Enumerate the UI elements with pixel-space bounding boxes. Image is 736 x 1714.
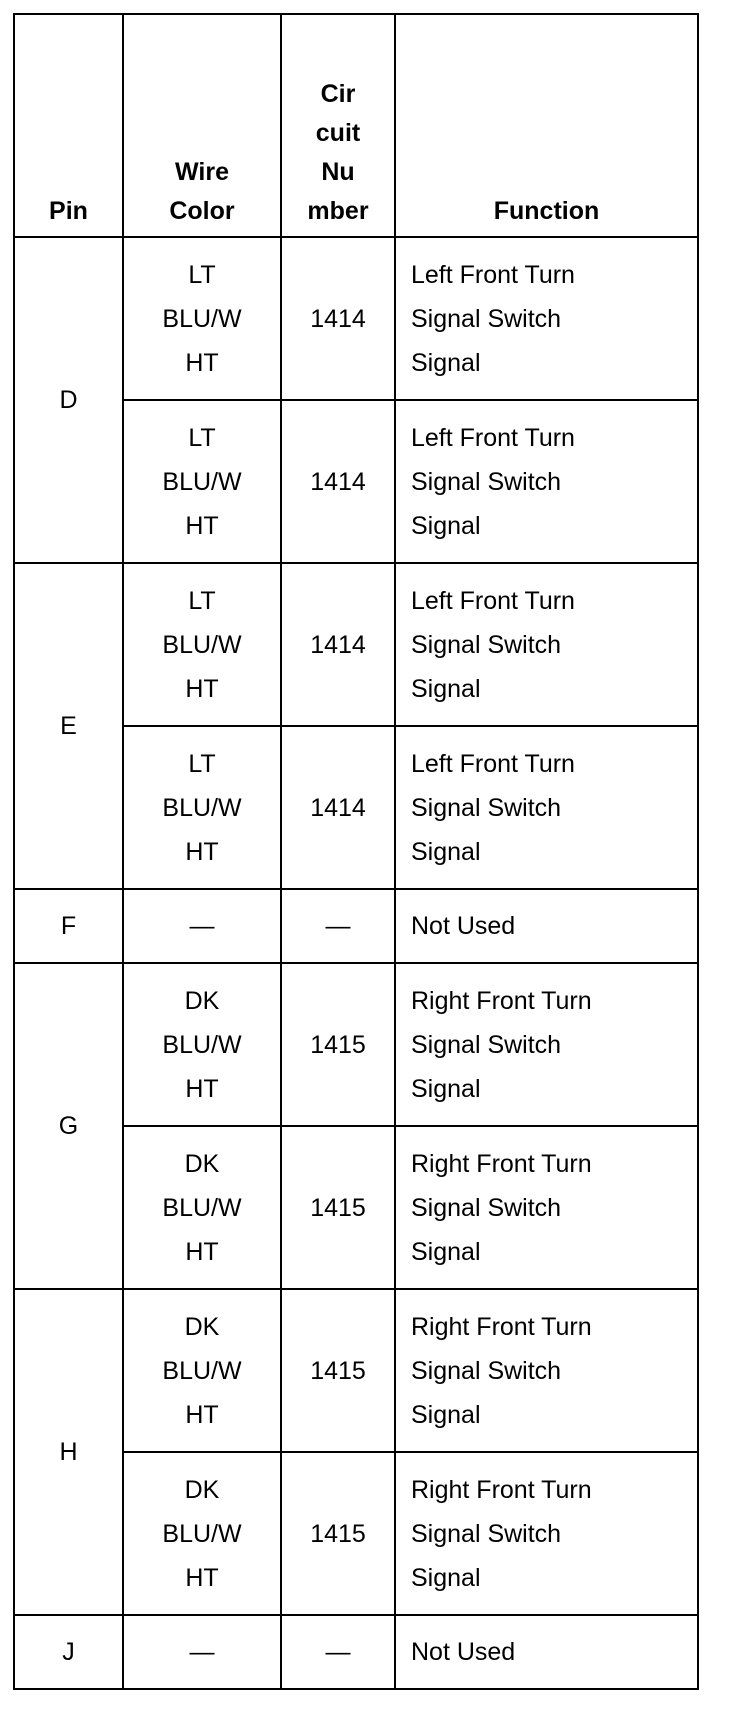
function-cell: Right Front Turn Signal Switch Signal: [395, 1452, 698, 1615]
wire-color-cell: DK BLU/W HT: [123, 1289, 281, 1452]
wire-color-cell: LT BLU/W HT: [123, 237, 281, 400]
connector-pinout-table: [13, 13, 699, 1690]
header-wire-color: Wire Color: [123, 14, 281, 237]
table-row: [14, 237, 698, 400]
header-circuit-number: Cir cuit Nu mber: [281, 14, 395, 237]
header-function: Function: [395, 14, 698, 237]
wire-color-cell: DK BLU/W HT: [123, 963, 281, 1126]
function-cell: Not Used: [395, 889, 698, 963]
function-cell: Left Front Turn Signal Switch Signal: [395, 563, 698, 726]
pin-cell: F: [14, 889, 123, 963]
function-cell: Right Front Turn Signal Switch Signal: [395, 963, 698, 1126]
pin-cell: D: [14, 237, 123, 563]
function-cell: Left Front Turn Signal Switch Signal: [395, 726, 698, 889]
wire-color-cell: DK BLU/W HT: [123, 1126, 281, 1289]
circuit-number-cell: 1414: [281, 400, 395, 563]
circuit-number-cell: 1414: [281, 237, 395, 400]
table-row: [14, 563, 698, 726]
wire-color-cell: LT BLU/W HT: [123, 400, 281, 563]
header-pin: Pin: [14, 14, 123, 237]
circuit-number-cell: 1414: [281, 726, 395, 889]
circuit-number-cell: 1415: [281, 1289, 395, 1452]
table-row: [14, 889, 698, 963]
function-cell: Left Front Turn Signal Switch Signal: [395, 237, 698, 400]
function-cell: Right Front Turn Signal Switch Signal: [395, 1289, 698, 1452]
wire-color-cell: LT BLU/W HT: [123, 563, 281, 726]
circuit-number-cell: 1415: [281, 963, 395, 1126]
wire-color-cell: DK BLU/W HT: [123, 1452, 281, 1615]
pin-cell: J: [14, 1615, 123, 1689]
circuit-number-cell: 1415: [281, 1126, 395, 1289]
circuit-number-cell: 1414: [281, 563, 395, 726]
wire-color-cell: LT BLU/W HT: [123, 726, 281, 889]
table-row: [14, 1615, 698, 1689]
circuit-number-cell: 1415: [281, 1452, 395, 1615]
pin-cell: E: [14, 563, 123, 889]
function-cell: Not Used: [395, 1615, 698, 1689]
table-row: [14, 963, 698, 1126]
table-row: [14, 1289, 698, 1452]
circuit-number-cell: —: [281, 889, 395, 963]
pin-cell: G: [14, 963, 123, 1289]
pin-cell: H: [14, 1289, 123, 1615]
function-cell: Left Front Turn Signal Switch Signal: [395, 400, 698, 563]
header-row: [14, 14, 698, 237]
wire-color-cell: —: [123, 1615, 281, 1689]
function-cell: Right Front Turn Signal Switch Signal: [395, 1126, 698, 1289]
wire-color-cell: —: [123, 889, 281, 963]
circuit-number-cell: —: [281, 1615, 395, 1689]
